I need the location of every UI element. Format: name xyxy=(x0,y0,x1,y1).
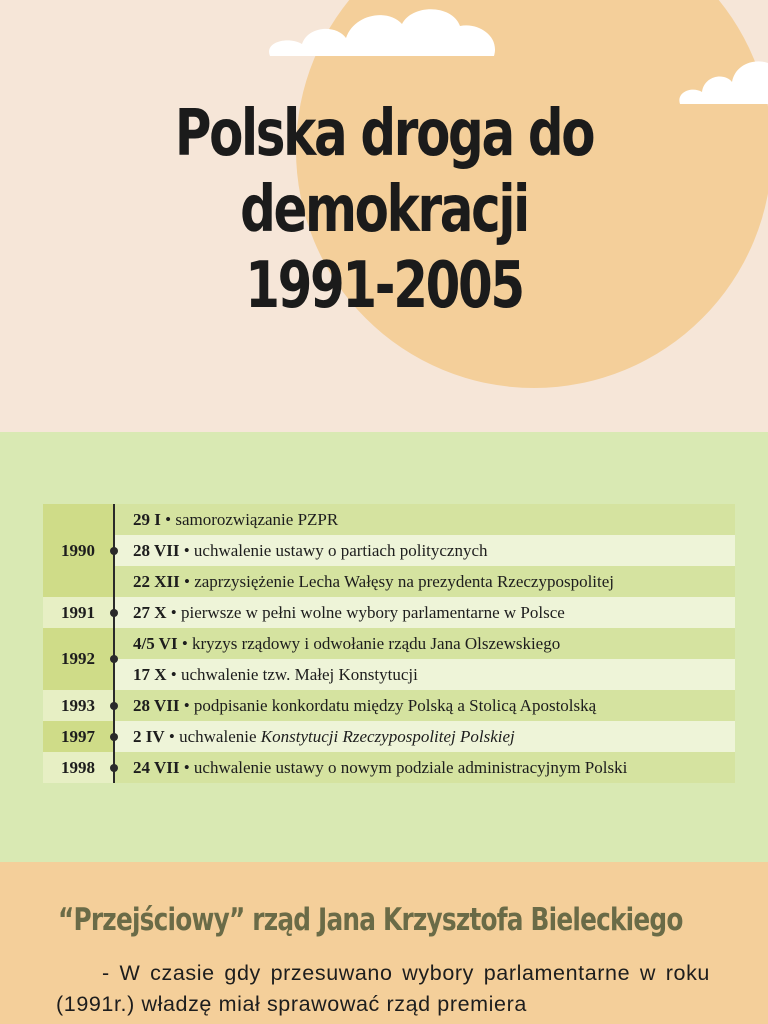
timeline-row xyxy=(43,597,735,628)
timeline-year xyxy=(43,597,114,628)
cloud-icon xyxy=(262,0,502,62)
timeline-event: 2 IV • uchwalenie Konstytucji Rzeczypospolitej Polskiej xyxy=(114,721,735,752)
timeline-row xyxy=(43,628,735,659)
event-date: 24 VII xyxy=(133,757,180,777)
year-label: 1992 xyxy=(61,649,95,668)
section-heading: “Przejściowy” rząd Jana Krzysztofa Bieleckiego xyxy=(58,902,683,938)
year-label: 1998 xyxy=(61,757,95,777)
timeline-event: 4/5 VI • kryzys rządowy i odwołanie rządu Jana Olszewskiego xyxy=(114,628,735,659)
bullet-dot-icon xyxy=(110,764,118,772)
timeline-body xyxy=(43,504,735,783)
page-title xyxy=(84,96,683,324)
timeline-row xyxy=(43,752,735,783)
event-text: uchwalenie tzw. Małej Konstytucji xyxy=(180,664,418,684)
section-paragraph: - W czasie gdy przesuwano wybory parlamentarne w roku (1991r.) władzę miał sprawować rząd premiera xyxy=(56,961,710,1016)
hero xyxy=(0,0,768,432)
bullet-dot-icon xyxy=(110,655,118,663)
content-section xyxy=(0,862,768,1024)
event-date: 28 VII xyxy=(133,695,180,715)
timeline-year xyxy=(43,752,114,783)
timeline-row xyxy=(43,535,735,566)
timeline-year xyxy=(43,721,114,752)
event-date: 2 IV xyxy=(133,726,165,746)
bullet-dot-icon xyxy=(110,609,118,617)
event-text: pierwsze w pełni wolne wybory parlamentarne w Polsce xyxy=(180,602,565,622)
timeline-row xyxy=(43,690,735,721)
title-line-3: 1991-2005 xyxy=(245,249,523,323)
timeline-event: 27 X • pierwsze w pełni wolne wybory parlamentarne w Polsce xyxy=(114,597,735,628)
bullet-dot-icon xyxy=(110,733,118,741)
timeline-year xyxy=(43,504,114,597)
event-text: podpisanie konkordatu między Polską a Stolicą Apostolską xyxy=(193,695,597,715)
timeline-event: 29 I • samorozwiązanie PZPR xyxy=(114,504,735,535)
event-date: 22 XII xyxy=(133,571,180,591)
event-date: 29 I xyxy=(133,509,161,529)
event-text: zaprzysiężenie Lecha Wałęsy na prezydenta Rzeczypospolitej xyxy=(194,571,615,591)
event-date: 17 X xyxy=(133,664,167,684)
event-date: 4/5 VI xyxy=(133,633,178,653)
bullet-dot-icon xyxy=(110,702,118,710)
event-text: uchwalenie xyxy=(179,726,261,746)
title-line-1: Polska droga do xyxy=(174,97,594,171)
timeline-row xyxy=(43,504,735,535)
event-text: uchwalenie ustawy o nowym podziale administracyjnym Polski xyxy=(193,757,628,777)
timeline-event: 17 X • uchwalenie tzw. Małej Konstytucji xyxy=(114,659,735,690)
timeline-table xyxy=(43,504,735,783)
timeline-row xyxy=(43,721,735,752)
event-text: uchwalenie ustawy o partiach politycznych xyxy=(193,540,488,560)
event-text-italic: Konstytucji Rzeczypospolitej Polskiej xyxy=(260,726,515,746)
timeline-event: 28 VII • podpisanie konkordatu między Polską a Stolicą Apostolską xyxy=(114,690,735,721)
title-line-2: demokracji xyxy=(240,173,528,247)
bullet-dot-icon xyxy=(110,547,118,555)
event-date: 28 VII xyxy=(133,540,180,560)
event-text: kryzys rządowy i odwołanie rządu Jana Olszewskiego xyxy=(192,633,561,653)
event-date: 27 X xyxy=(133,602,167,622)
cloud-icon xyxy=(676,38,768,108)
timeline-event: 24 VII • uchwalenie ustawy o nowym podziale administracyjnym Polski xyxy=(114,752,735,783)
timeline-year xyxy=(43,628,114,690)
timeline-year xyxy=(43,690,114,721)
timeline-event: 28 VII • uchwalenie ustawy o partiach politycznych xyxy=(114,535,735,566)
year-label: 1997 xyxy=(61,726,95,746)
timeline-row xyxy=(43,659,735,690)
timeline-row xyxy=(43,566,735,597)
event-text: samorozwiązanie PZPR xyxy=(175,509,339,529)
timeline-event: 22 XII • zaprzysiężenie Lecha Wałęsy na prezydenta Rzeczypospolitej xyxy=(114,566,735,597)
year-label: 1993 xyxy=(61,695,95,715)
year-label: 1991 xyxy=(61,602,95,622)
year-label: 1990 xyxy=(61,540,95,560)
